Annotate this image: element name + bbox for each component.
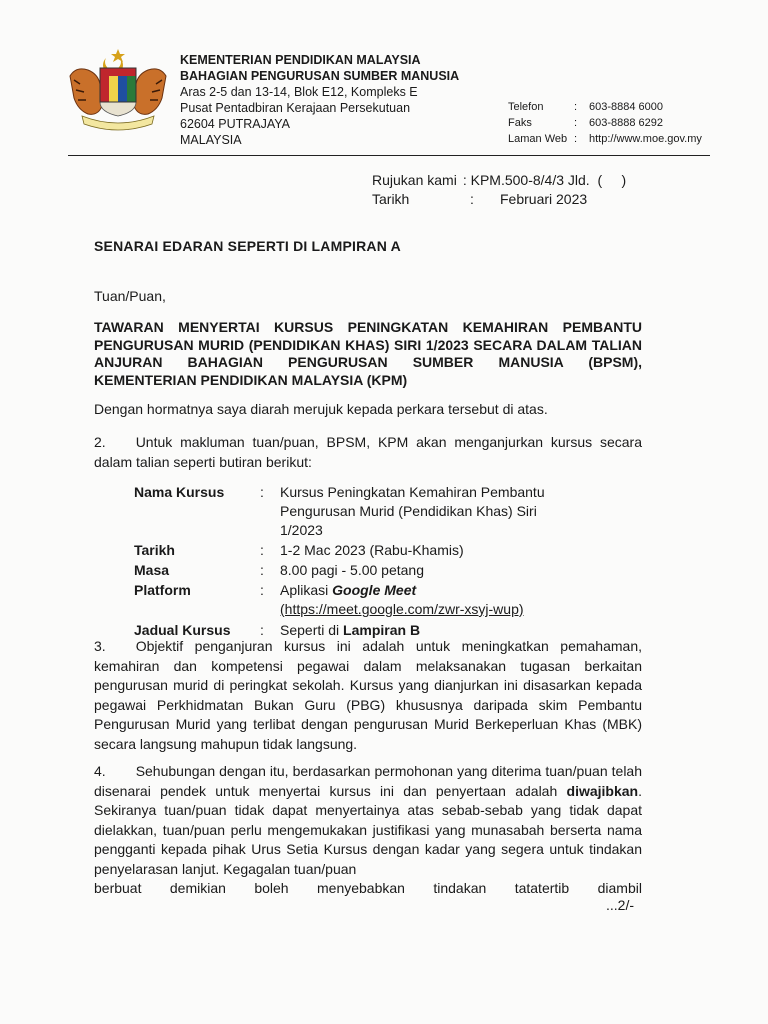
ministry-name: KEMENTERIAN PENDIDIKAN MALAYSIA <box>180 53 421 67</box>
address-line: 62604 PUTRAJAYA <box>180 117 291 131</box>
paragraph-4 <box>94 762 642 899</box>
detail-value: 8.00 pagi - 5.00 petang <box>280 562 425 578</box>
date-label: Tarikh <box>372 191 410 207</box>
contact-website <box>508 131 702 147</box>
detail-colon: : <box>260 542 264 558</box>
contact-block <box>508 99 702 147</box>
division-name: BAHAGIAN PENGURUSAN SUMBER MANUSIA <box>180 69 460 83</box>
word: berbuat <box>94 880 142 896</box>
detail-row-tarikh <box>134 541 580 560</box>
reference-label: Rujukan kami <box>372 172 457 188</box>
word: boleh <box>254 880 289 896</box>
meeting-link[interactable]: (https://meet.google.com/zwr-xsyj-wup) <box>280 601 524 617</box>
detail-value-line: Kursus Peningkatan Kemahiran Pembantu <box>280 484 545 500</box>
platform-app-name: Google Meet <box>332 582 417 598</box>
paragraph-last-line <box>94 879 642 899</box>
contact-colon: : <box>574 133 578 145</box>
reference-row <box>372 171 626 190</box>
word: menyebabkan <box>317 880 405 896</box>
address-line: Pusat Pentadbiran Kerajaan Persekutuan <box>180 101 411 115</box>
page-continuation: ...2/- <box>606 897 635 913</box>
paragraph-text: Untuk makluman tuan/puan, BPSM, KPM akan menganjurkan kursus secara dalam talian seperti butiran berikut: <box>94 434 642 470</box>
course-details <box>134 483 580 641</box>
paragraph-text: Sehubungan dengan itu, berdasarkan permohonan yang diterima tuan/puan telah disenarai pendek untuk menyertai kursus ini dan penyertaan adalah <box>94 763 642 799</box>
detail-row-nama <box>134 483 580 540</box>
paragraph-emphasis: diwajibkan <box>566 782 639 799</box>
detail-value <box>280 483 580 540</box>
detail-label: Tarikh <box>134 542 175 558</box>
address-line: MALAYSIA <box>180 133 242 147</box>
word: tatatertib <box>514 880 570 896</box>
contact-fax <box>508 115 702 131</box>
paragraph-number: 4. <box>94 763 106 779</box>
contact-colon: : <box>574 101 578 113</box>
salutation: Tuan/Puan, <box>94 288 166 304</box>
date-value: Februari 2023 <box>500 191 588 207</box>
contact-value: 603-8888 6292 <box>589 117 664 129</box>
detail-label: Nama Kursus <box>134 484 225 500</box>
address-line: Aras 2-5 dan 13-14, Blok E12, Kompleks E <box>180 85 418 99</box>
reference-value: KPM.500-8/4/3 Jld. ( ) <box>470 172 627 188</box>
contact-phone <box>508 99 702 115</box>
word: tindakan <box>433 880 487 896</box>
detail-label: Jadual Kursus <box>134 622 231 638</box>
detail-row-masa <box>134 561 580 580</box>
jadual-attachment: Lampiran B <box>343 622 421 638</box>
detail-label: Masa <box>134 562 170 578</box>
word: demikian <box>169 880 226 896</box>
reference-colon: : <box>462 172 471 188</box>
reference-block <box>372 171 626 209</box>
header-divider <box>68 155 710 156</box>
detail-value-line: Pengurusan Murid (Pendidikan Khas) Siri 1/2023 <box>280 503 537 538</box>
paragraph-2 <box>94 433 642 472</box>
word: diambil <box>597 880 642 896</box>
detail-value: 1-2 Mac 2023 (Rabu-Khamis) <box>280 542 464 558</box>
detail-colon: : <box>260 484 264 500</box>
paragraph-1: Dengan hormatnya saya diarah merujuk kepada perkara tersebut di atas. <box>94 401 548 417</box>
contact-label: Faks <box>508 117 532 129</box>
paragraph-text: . Sekiranya tuan/puan tidak dapat menyertainya atas sebab-sebab yang tidak dapat dielakkan, tuan/puan perlu mengemukakan justifikasi yang munasabah berserta nama pengganti kepada pihak Urus Setia Kursus dengan kadar yang segera untuk tindakan penyelarasan lanjut. Kegagalan tuan/puan <box>94 782 642 877</box>
date-colon: : <box>470 191 474 207</box>
contact-value: http://www.moe.gov.my <box>589 133 702 145</box>
date-row <box>372 190 626 209</box>
paragraph-number: 2. <box>94 434 106 450</box>
paragraph-text: Objektif penganjuran kursus ini adalah untuk meningkatkan pemahaman, kemahiran dan kompetensi pegawai dalam melaksanakan tugasan berkaitan pengurusan murid di peringkat sekolah. Kursus yang dianjurkan ini disasarkan kepada pegawai Perkhidmatan Bukan Guru (PBG) khususnya daripada skim Pembantu Pengurusan Murid yang terlibat dengan pengurusan Murid Berkeperluan Khas (MBK) secara langsung mahupun tidak langsung. <box>94 638 642 752</box>
detail-colon: : <box>260 582 264 598</box>
contact-value: 603-8884 6000 <box>589 101 664 113</box>
detail-value <box>280 581 580 619</box>
detail-colon: : <box>260 622 264 638</box>
detail-label: Platform <box>134 582 191 598</box>
coat-of-arms-logo <box>62 46 174 132</box>
platform-prefix: Aplikasi <box>280 582 333 598</box>
recipient-heading: SENARAI EDARAN SEPERTI DI LAMPIRAN A <box>94 238 401 254</box>
jadual-prefix: Seperti di <box>280 622 344 638</box>
detail-row-platform <box>134 581 580 619</box>
contact-label: Laman Web <box>508 133 568 145</box>
contact-colon: : <box>574 117 578 129</box>
letterhead <box>180 52 459 148</box>
paragraph-number: 3. <box>94 638 106 654</box>
subject-heading: TAWARAN MENYERTAI KURSUS PENINGKATAN KEMAHIRAN PEMBANTU PENGURUSAN MURID (PENDIDIKAN KHAS) SIRI 1/2023 SECARA DALAM TALIAN ANJURAN BAHAGIAN PENGURUSAN SUMBER MANUSIA (BPSM), KEMENTERIAN PENDIDIKAN MALAYSIA (KPM) <box>94 319 642 388</box>
paragraph-3 <box>94 637 642 754</box>
detail-colon: : <box>260 562 264 578</box>
contact-label: Telefon <box>508 101 544 113</box>
